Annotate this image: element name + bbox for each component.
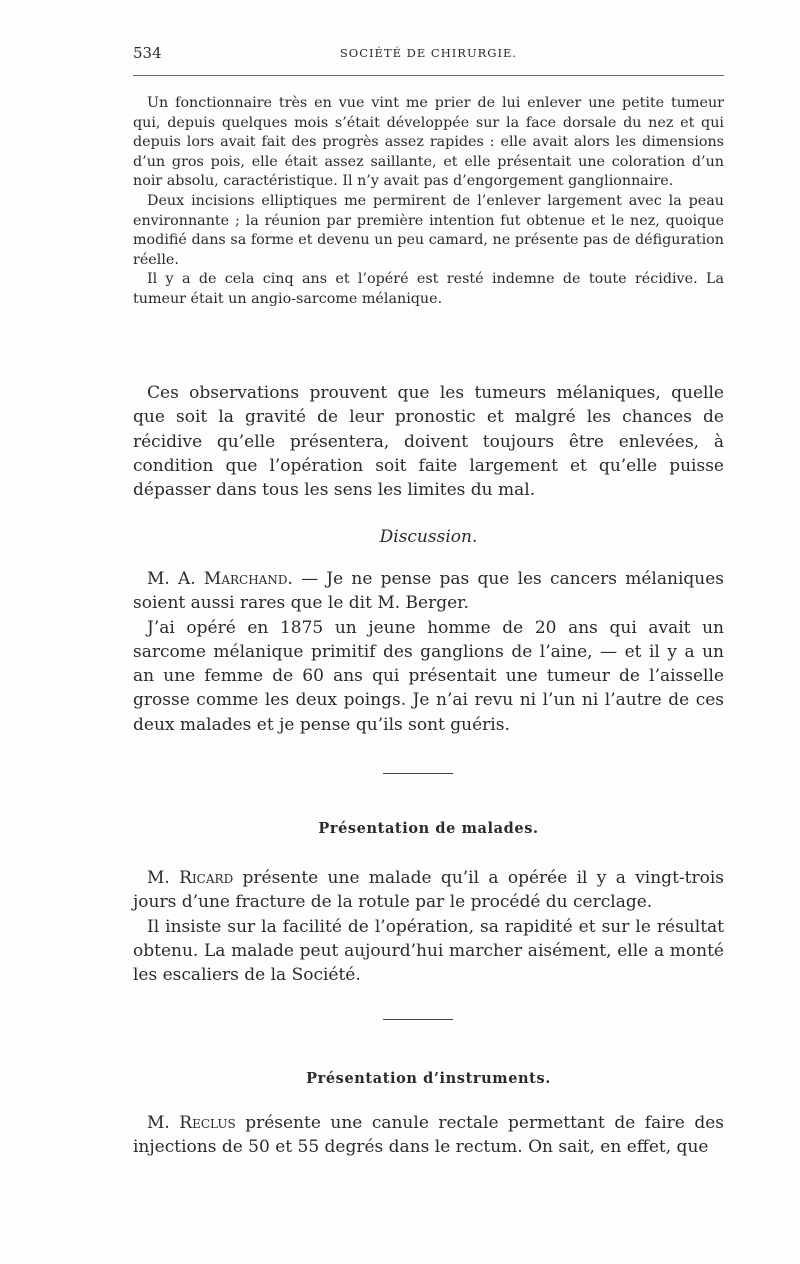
malades-body bbox=[133, 866, 724, 987]
instruments-body bbox=[133, 1111, 724, 1160]
malades-paragraph-2: Il insiste sur la facilité de l’opération, sa rapidité et sur le résultat obtenu. La malade peut aujourd’hui marcher aisément, elle a monté les escaliers de la Société. bbox=[133, 916, 724, 986]
instruments-text: présente une canule rectale permettant de faire des injections de 50 et 55 degrés dans le rectum. On sait, en effet, que bbox=[133, 1113, 724, 1158]
case-paragraph: Un fonctionnaire très en vue vint me prier de lui enlever une petite tumeur qui, depuis quelques mois s’était développée sur la face dorsale du nez et qui depuis lors avait fait des progrès assez rapides : elle avait alors les dimensions d’un gros pois, elle était assez saillante, et elle présentait une coloration d’un noir absolu, caractéristique. Il n’y avait pas d’engorgement ganglionnaire. bbox=[133, 95, 724, 190]
speaker-name: M. Reclus bbox=[147, 1113, 236, 1133]
speaker-name: M. A. Marchand. bbox=[147, 569, 293, 589]
header-rule bbox=[133, 75, 724, 76]
discussion-paragraph-1 bbox=[133, 567, 724, 616]
speaker-name: M. Ricard bbox=[147, 868, 234, 888]
case-paragraph: Deux incisions elliptiques me permirent de l’enlever largement avec la peau environnante ; la réunion par première intention fut obtenue et le nez, quoique modifié dans sa forme et devenu un peu camard, ne présente pas de défiguration réelle. bbox=[133, 192, 724, 268]
case-report bbox=[133, 94, 724, 310]
malades-text: présente une malade qu’il a opérée il y a vingt-trois jours d’une fracture de la rotule par le procédé du cerclage. bbox=[133, 868, 724, 913]
instruments-paragraph-1 bbox=[133, 1111, 724, 1160]
section-title-malades: Présentation de malades. bbox=[318, 820, 539, 837]
discussion-paragraph-2: J’ai opéré en 1875 un jeune homme de 20 ans qui avait un sarcome mélanique primitif des ganglions de l’aine, — et il y a un an une femme de 60 ans qui présentait une tumeur de l’aisselle grosse comme les deux poings. Je n’ai revu ni l’un ni l’autre de ces deux malades et je pense qu’ils sont guéris. bbox=[133, 617, 724, 735]
discussion-heading: Discussion. bbox=[379, 527, 478, 547]
section-title-instruments: Présentation d’instruments. bbox=[306, 1070, 551, 1087]
discussion-body bbox=[133, 567, 724, 737]
conclusion bbox=[133, 381, 724, 502]
section-separator bbox=[383, 773, 453, 774]
case-paragraph: Il y a de cela cinq ans et l’opéré est resté indemne de toute récidive. La tumeur était un angio-sarcome mélanique. bbox=[133, 271, 724, 307]
section-separator bbox=[383, 1019, 453, 1020]
running-title: SOCIÉTÉ DE CHIRURGIE. bbox=[339, 46, 518, 60]
malades-paragraph-1 bbox=[133, 866, 724, 915]
page-number: 534 bbox=[133, 44, 162, 62]
discussion-text: — Je ne pense pas que les cancers mélaniques soient aussi rares que le dit M. Berger. bbox=[133, 569, 725, 614]
conclusion-paragraph: Ces observations prouvent que les tumeurs mélaniques, quelle que soit la gravité de leur pronostic et malgré les chances de récidive qu’elle présentera, doivent toujours être enlevées, à condition que l’opération soit faite largement et qu’elle puisse dépasser dans tous les sens les limites du mal. bbox=[133, 383, 724, 501]
page-header bbox=[133, 44, 724, 68]
